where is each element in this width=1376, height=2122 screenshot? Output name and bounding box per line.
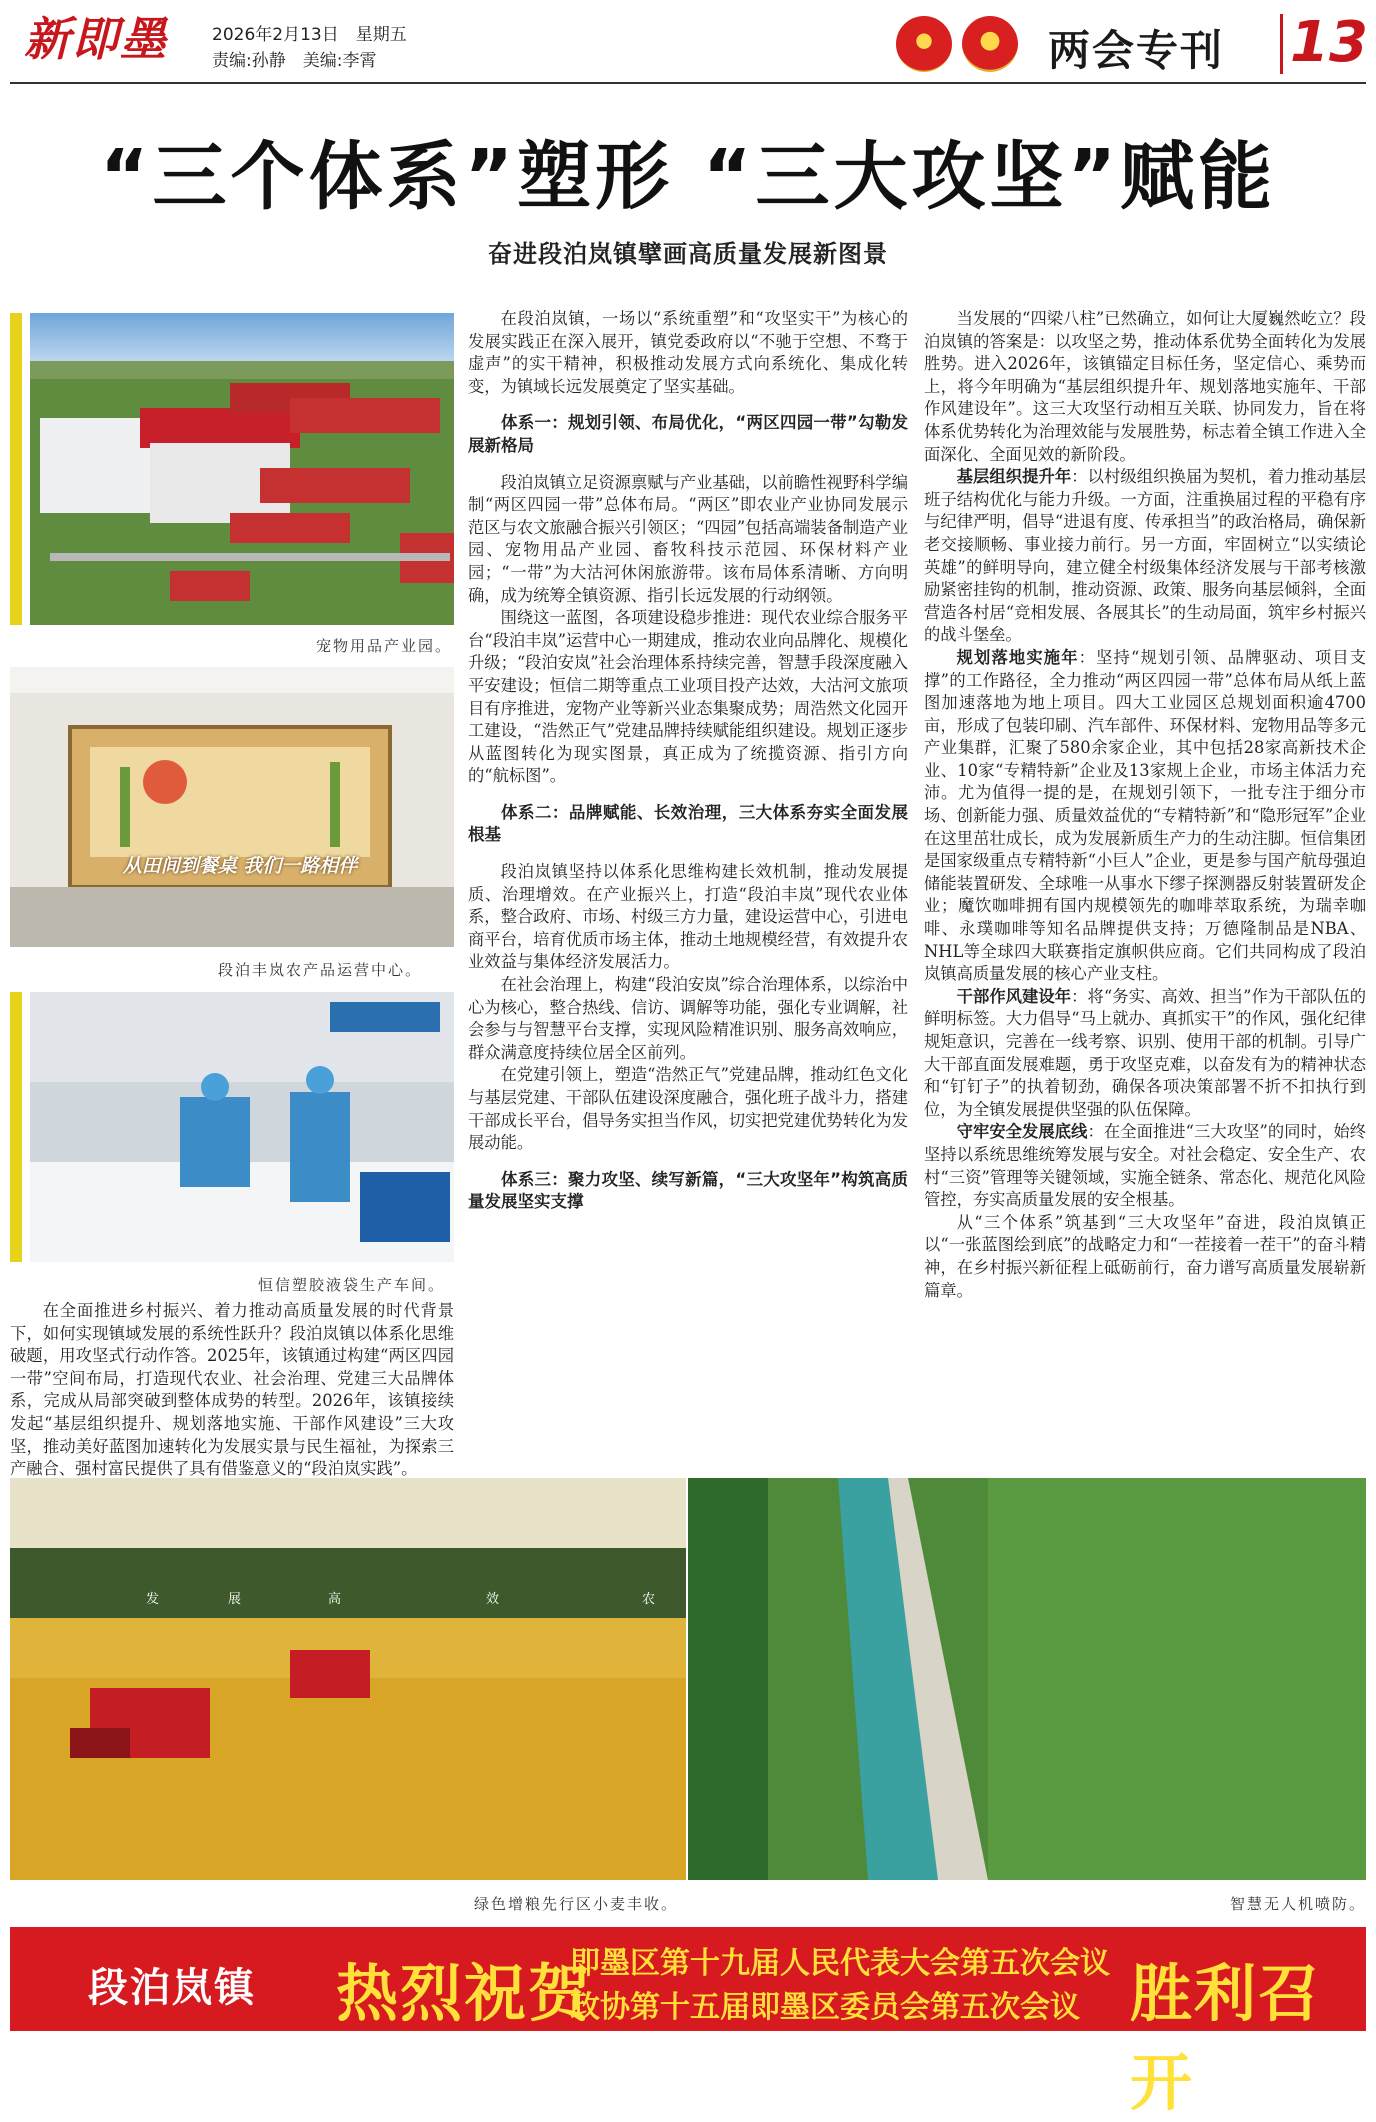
article-intro-block bbox=[10, 1300, 454, 1481]
masthead-logo: 新即墨 bbox=[24, 12, 168, 66]
wheat-flag: 展 bbox=[228, 1592, 242, 1607]
header-divider bbox=[1280, 14, 1283, 74]
issue-date: 2026年2月13日 星期五 bbox=[212, 25, 407, 45]
article-paragraph: 围绕这一蓝图，各项建设稳步推进：现代农业综合服务平台“段泊丰岚”运营中心一期建成，推动农业向品牌化、规模化升级；“段泊安岚”社会治理体系持续完善，智慧手段深度融入平安建设；恒信二期等重点工业项目投产达效，大沽河文旅项目有序推进，宠物产业等新兴业态集聚成势；周浩然文化园开工建设，“浩然正气”党建品牌持续赋能组织建设。规划正逐步从蓝图转化为现实图景，真正成为了统揽资源、指引方向的“航标图”。 bbox=[468, 608, 908, 786]
article-paragraph: 基层组织提升年：以村级组织换届为契机，着力推动基层班子结构优化与能力升级。一方面，注重换届过程的平稳有序与纪律严明，倡导“进退有度、传承担当”的政治格局，确保新老交接顺畅、事业接力前行。另一方面，牢固树立“以实绩论英雄”的鲜明导向，建立健全村级集体经济发展与干部考核激励紧密挂钩的机制，推动资源、政策、服务向基层倾斜，全面营造各村居“竞相发展、各展其长”的生动局面，筑牢乡村振兴的战斗堡垒。 bbox=[924, 467, 1366, 645]
article-column-3 bbox=[924, 308, 1366, 1302]
keyword-grassroots: 基层组织提升年 bbox=[956, 467, 1072, 487]
section-title: 两会专刊 bbox=[1048, 26, 1225, 75]
article-paragraph: 在社会治理上，构建“段泊安岚”综合治理体系，以综治中心为核心，整合热线、信访、调解等功能，强化专业调解，社会参与与智慧平台支撑，实现风险精准识别、服务高效响应，群众满意度持续位居全区前列。 bbox=[468, 975, 908, 1062]
article-paragraph: 在党建引领上，塑造“浩然正气”党建品牌，推动红色文化与基层党建、干部队伍建设深度融合，强化班子战斗力，搭建干部成长平台，倡导务实担当作风，切实把党建优势转化为发展动能。 bbox=[468, 1065, 908, 1153]
operation-center-caption: 段泊丰岚农产品运营中心。 bbox=[218, 961, 423, 979]
article-column-2 bbox=[468, 308, 908, 1228]
article-paragraph: 当发展的“四梁八柱”已然确立，如何让大厦巍然屹立？段泊岚镇的答案是：以攻坚之势，推动体系优势全面转化为发展胜势。进入2026年，该镇锚定目标任务，坚定信心、乘势而上，将今年明确为“基层组织提升年、规划落地实施年、干部作风建设年”。这三大攻坚行动相互关联、协同发力，旨在将体系优势转化为治理效能与发展胜势，标志着全镇工作进入全面深化、全面见效的新阶段。 bbox=[924, 309, 1366, 464]
wheat-harvest-photo bbox=[10, 1478, 686, 1880]
article-paragraph: 守牢安全发展底线：在全面推进“三大攻坚”的同时，始终坚持以系统思维统筹发展与安全。对社会稳定、安全生产、农村“三资”管理等关键领域，实施全链条、常态化、规范化风险管控，夯实高质量发展的安全根基。 bbox=[924, 1122, 1366, 1210]
drone-spraying-photo bbox=[688, 1478, 1366, 1880]
pet-park-caption: 宠物用品产业园。 bbox=[316, 637, 453, 655]
keyword-cadre: 干部作风建设年 bbox=[956, 986, 1072, 1006]
drone-caption: 智慧无人机喷防。 bbox=[1230, 1895, 1367, 1913]
article-paragraph: 段泊岚镇坚持以体系化思维构建长效机制，推动发展提质、治理增效。在产业振兴上，打造“段泊丰岚”现代农业体系，整合政府、市场、村级三方力量，建设运营中心，引进电商平台，培育优质市场主体，推动土地规模经营，有效提升农业效益与集体经济发展活力。 bbox=[468, 862, 908, 972]
article-paragraph: 规划落地实施年：坚持“规划引领、品牌驱动、项目支撑”的工作路径，全力推动“两区四园一带”总体布局从纸上蓝图加速落地为地上项目。四大工业园区总规划面积逾4700亩，形成了包装印刷、汽车部件、环保材料、宠物用品等多元产业集群，汇聚了580余家企业，其中包括28家高新技术企业、10家“专精特新”企业及13家规上企业，市场主体活力充沛。尤为值得一提的是，在规划引领下，一批专注于细分市场、创新能力强、质量效益优的“专精特新”和“隐形冠军”企业在这里茁壮成长，成为发展新质生产力的生动注脚。恒信集团是国家级重点专精特新“小巨人”企业，更是参与国产航母强迫储能装置研发、全球唯一从事水下缪子探测器反射装置研发企业；魔饮咖啡拥有国内规模领先的咖啡萃取系统，为瑞幸咖啡、永璞咖啡等知名品牌提供支持；万德隆制品是NBA、NHL等全球四大联赛指定旗帜供应商。它们共同构成了段泊岚镇高质量发展的核心产业支柱。 bbox=[924, 647, 1366, 984]
center-sign: 从田间到餐桌 我们一路相伴 bbox=[122, 855, 358, 877]
banner-congrats: 热烈祝贺 bbox=[336, 1957, 593, 2030]
editors-credit: 责编:孙静 美编:李霄 bbox=[212, 51, 377, 71]
factory-caption: 恒信塑胶液袋生产车间。 bbox=[258, 1276, 446, 1294]
section-heading-1: 体系一：规划引领、布局优化，“两区四园一带”勾勒发展新格局 bbox=[468, 413, 908, 455]
national-emblem-icon bbox=[896, 16, 952, 72]
cppcc-emblem-icon bbox=[962, 16, 1018, 72]
keyword-safety: 守牢安全发展底线 bbox=[956, 1122, 1088, 1142]
keyword-planning: 规划落地实施年 bbox=[956, 647, 1079, 667]
article-paragraph: 在段泊岚镇，一场以“系统重塑”和“攻坚实干”为核心的发展实践正在深入展开，镇党委政府以“不驰于空想、不骛于虚声”的实干精神，积极推动发展方式向系统化、集成化转变，为镇域长远发展奠定了坚实基础。 bbox=[468, 309, 908, 396]
wheat-flag: 高 bbox=[328, 1592, 342, 1607]
article-paragraph: 段泊岚镇立足资源禀赋与产业基础，以前瞻性视野科学编制“两区四园一带”总体布局。“两区”即农业产业协同发展示范区与农文旅融合振兴引领区；“四园”包括高端装备制造产业园、宠物用品产业园、畜牧科技示范园、环保材料产业园；“一带”为大沽河休闲旅游带。该布局体系清晰、方向明确，成为统筹全镇资源、指引长远发展的行动纲领。 bbox=[468, 472, 908, 605]
wheat-flag: 农 bbox=[642, 1592, 656, 1607]
wheat-flag: 发 bbox=[146, 1592, 160, 1607]
wheat-flag: 效 bbox=[486, 1592, 500, 1607]
banner-town-name: 段泊岚镇 bbox=[88, 1965, 256, 2011]
article-intro: 在全面推进乡村振兴、着力推动高质量发展的时代背景下，如何实现镇域发展的系统性跃升？段泊岚镇以体系化思维破题，用攻坚式行动作答。2025年，该镇通过构建“两区四园一带”空间布局，打造现代农业、社会治理、党建三大品牌体系，完成从局部突破到整体成势的转型。2026年，该镇接续发起“基层组织提升、规划落地实施、干部作风建设”三大攻坚，推动美好蓝图加速转化为发展实景与民生福祉，为探索三产融合、强村富民提供了具有借鉴意义的“段泊岚实践”。 bbox=[10, 1301, 454, 1479]
banner-line-2: 政协第十五届即墨区委员会第五次会议 bbox=[570, 1990, 1080, 2025]
subheadline: 奋进段泊岚镇擘画高质量发展新图景 bbox=[488, 239, 888, 268]
photo-accent-bar bbox=[10, 313, 22, 625]
article-paragraph: 干部作风建设年：将“务实、高效、担当”作为干部队伍的鲜明标签。大力倡导“马上就办、真抓实干”的作风，强化纪律规矩意识，完善在一线考察、识别、使用干部的机制。引导广大干部直面发展难题，勇于攻坚克难，以奋发有为的精神状态和“钉钉子”的执着韧劲，确保各项决策部署不折不扣执行到位，为全镇发展提供坚强的队伍保障。 bbox=[924, 986, 1366, 1119]
wheat-caption: 绿色增粮先行区小麦丰收。 bbox=[474, 1895, 679, 1913]
article-paragraph: 从“三个体系”筑基到“三大攻坚年”奋进，段泊岚镇正以“一张蓝图绘到底”的战略定力和“一茬接着一茬干”的奋斗精神，在乡村振兴新征程上砥砺前行，奋力谱写高质量发展崭新篇章。 bbox=[924, 1212, 1366, 1300]
page-number: 13 bbox=[1290, 10, 1368, 75]
photo-accent-bar bbox=[10, 992, 22, 1262]
header-rule bbox=[10, 82, 1366, 84]
section-heading-2: 体系二：品牌赋能、长效治理，三大体系夯实全面发展根基 bbox=[468, 802, 908, 845]
operation-center-photo bbox=[10, 667, 454, 947]
banner-success: 胜利召开 bbox=[1130, 1957, 1323, 2119]
pet-park-photo bbox=[30, 313, 454, 625]
factory-photo bbox=[30, 992, 454, 1262]
headline: “三个体系”塑形 “三大攻坚”赋能 bbox=[99, 134, 1277, 220]
section-heading-3: 体系三：聚力攻坚、续写新篇，“三大攻坚年”构筑高质量发展坚实支撑 bbox=[468, 1169, 908, 1212]
banner-line-1: 即墨区第十九届人民代表大会第五次会议 bbox=[570, 1946, 1110, 1981]
